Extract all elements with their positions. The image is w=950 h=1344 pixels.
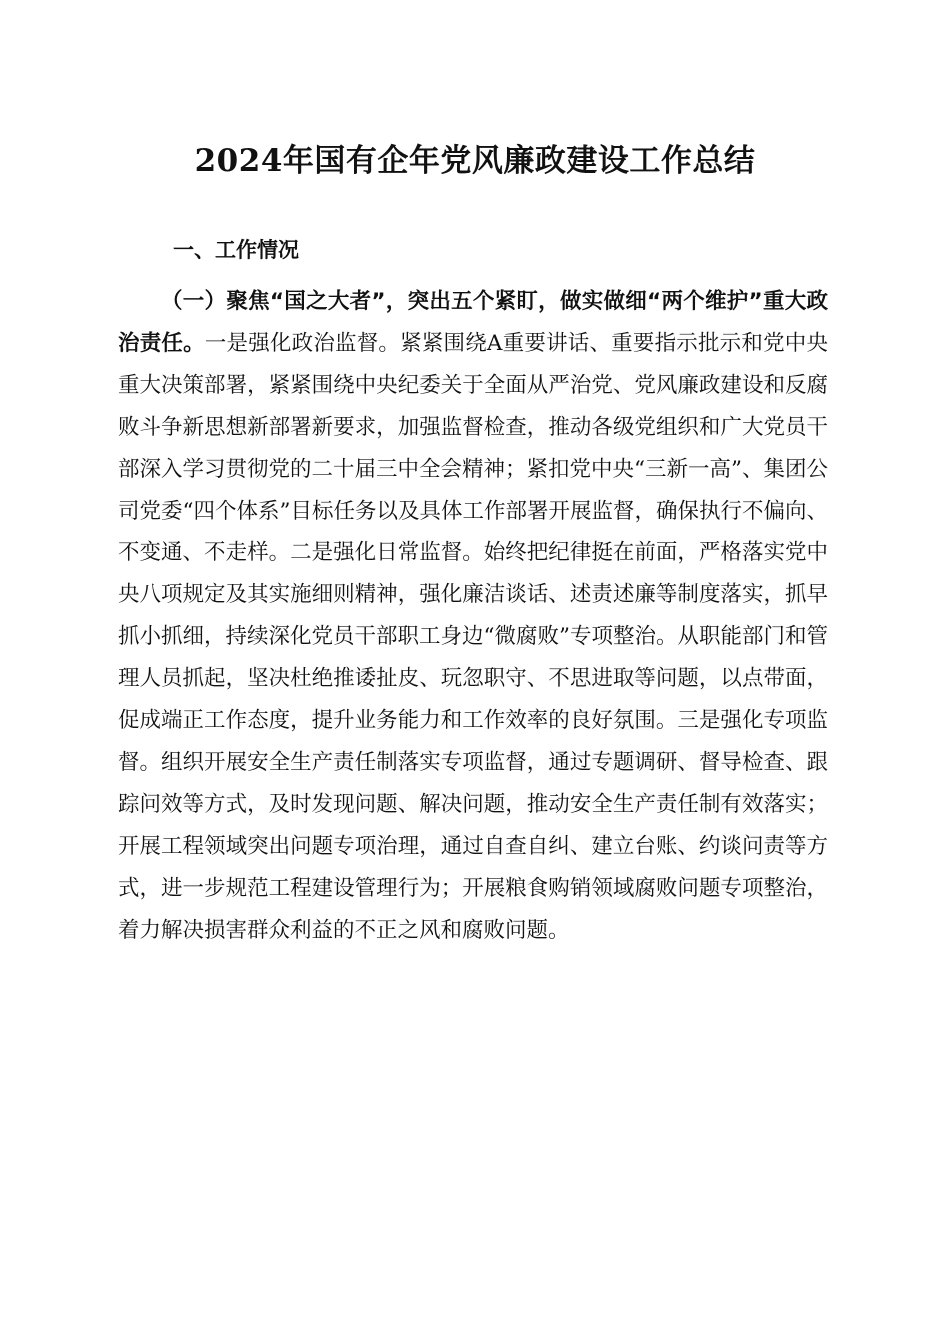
paragraph-lead: （一）聚焦“国之大者”，突出五个紧盯，做实做细“两个维护”重大政治责任。 bbox=[118, 289, 828, 356]
paragraph-body: 一是强化政治监督。紧紧围绕A重要讲话、重要指示批示和党中央重大决策部署，紧紧围绕中央纪委关于全面从严治党、党风廉政建设和反腐败斗争新思想新部署新要求，加强监督检查，推动各级党组织和广大党员干部深入学习贯彻党的二十届三中全会精神；紧扣党中央“三新一高”、集团公司党委“四个体系”目标任务以及具体工作部署开展监督，确保执行不偏向、不变通、不走样。二是强化日常监督。始终把纪律挺在前面，严格落实党中央八项规定及其实施细则精神，强化廉洁谈话、述责述廉等制度落实，抓早抓小抓细，持续深化党员干部职工身边“微腐败”专项整治。从职能部门和管理人员抓起，坚决杜绝推诿扯皮、玩忽职守、不思进取等问题，以点带面，促成端正工作态度，提升业务能力和工作效率的良好氛围。三是强化专项监督。组织开展安全生产责任制落实专项监督，通过专题调研、督导检查、跟踪问效等方式，及时发现问题、解决问题，推动安全生产责任制有效落实；开展工程领域突出问题专项治理，通过自查自纠、建立台账、约谈问责等方式，进一步规范工程建设管理行为；开展粮食购销领域腐败问题专项整治，着力解决损害群众利益的不正之风和腐败问题。 bbox=[118, 330, 828, 943]
document-title: 2024年国有企年党风廉政建设工作总结 bbox=[194, 143, 756, 179]
body-paragraph bbox=[118, 281, 828, 952]
section-heading: 一、工作情况 bbox=[173, 238, 299, 262]
